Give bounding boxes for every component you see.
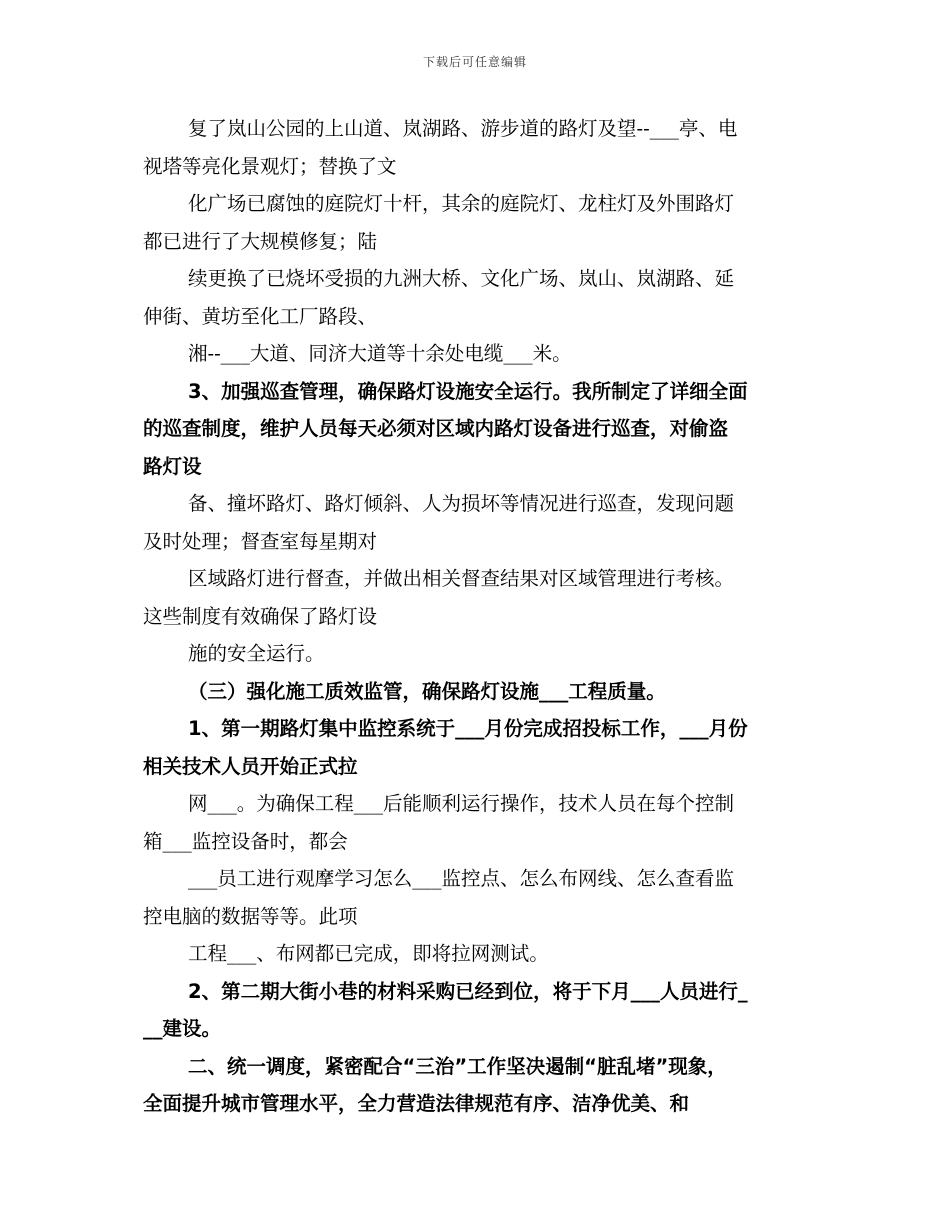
paragraph-line: 施的安全运行。 bbox=[188, 642, 325, 665]
paragraph-line: 全面提升城市管理水平，全力营造法律规范有序、洁净优美、和 bbox=[143, 1092, 690, 1115]
bold-paragraph bbox=[143, 673, 813, 711]
paragraph bbox=[143, 935, 813, 973]
bold-paragraph bbox=[143, 973, 813, 1048]
paragraph bbox=[143, 185, 813, 260]
paragraph bbox=[143, 560, 813, 635]
paragraph-line: 续更换了已烧坏受损的九洲大桥、文化广场、岚山、岚湖路、延 bbox=[188, 267, 735, 290]
paragraph bbox=[143, 260, 813, 335]
paragraph-line: 这些制度有效确保了路灯设 bbox=[143, 604, 378, 628]
paragraph-line: 1、第一期路灯集中监控系统于___月份完成招投标工作，___月份 bbox=[188, 717, 748, 740]
paragraph bbox=[143, 860, 813, 935]
paragraph-line: 网___。为确保工程___后能顺利运行操作，技术人员在每个控制 bbox=[188, 792, 735, 815]
paragraph-line: 相关技术人员开始正式拉 bbox=[143, 754, 358, 778]
paragraph-line: 都已进行了大规模修复；陆 bbox=[143, 229, 378, 253]
paragraph-line: 的巡查制度，维护人员每天必须对区域内路灯设备进行巡查，对偷盗 bbox=[143, 417, 729, 440]
paragraph-line: 路灯设 bbox=[143, 454, 202, 478]
paragraph-line: 二、统一调度，紧密配合“三治”工作坚决遏制“脏乱堵”现象， bbox=[188, 1054, 727, 1078]
paragraph-line: 视塔等亮化景观灯；替换了文 bbox=[143, 154, 397, 178]
paragraph-line: 伸街、黄坊至化工厂路段、 bbox=[143, 304, 378, 328]
paragraph-line: 3、加强巡查管理，确保路灯设施安全运行。我所制定了详细全面 bbox=[188, 379, 748, 403]
paragraph bbox=[143, 635, 813, 673]
paragraph-line: 化广场已腐蚀的庭院灯十杆，其余的庭院灯、龙柱灯及外围路灯 bbox=[188, 192, 735, 215]
paragraph bbox=[143, 785, 813, 860]
bold-paragraph bbox=[143, 1048, 813, 1123]
bold-paragraph bbox=[143, 710, 813, 785]
paragraph-line: 湘--___大道、同济大道等十余处电缆___米。 bbox=[188, 342, 572, 365]
paragraph-line: 2、第二期大街小巷的材料采购已经到位，将于下月___人员进行_ bbox=[188, 979, 748, 1003]
paragraph bbox=[143, 485, 813, 560]
paragraph-line: 备、撞坏路灯、路灯倾斜、人为损坏等情况进行巡查，发现问题 bbox=[188, 492, 735, 515]
paragraph-line: 复了岚山公园的上山道、岚湖路、游步道的路灯及望--___亭、电 bbox=[188, 117, 738, 140]
paragraph-line: __建设。 bbox=[143, 1017, 222, 1040]
document-body bbox=[143, 110, 813, 1123]
paragraph-line: 控电脑的数据等等。此项 bbox=[143, 904, 358, 928]
paragraph-line: 区域路灯进行督查，并做出相关督查结果对区域管理进行考核。 bbox=[188, 567, 735, 590]
paragraph-line: 工程___、布网都已完成，即将拉网测试。 bbox=[188, 942, 549, 965]
paragraph-line: （三）强化施工质效监管，确保路灯设施___工程质量。 bbox=[188, 679, 666, 703]
paragraph-line: 箱___监控设备时，都会 bbox=[143, 829, 348, 853]
page-header: 下载后可任意编辑 bbox=[422, 55, 527, 69]
bold-paragraph bbox=[143, 373, 813, 486]
paragraph-line: 及时处理；督查室每星期对 bbox=[143, 529, 378, 553]
paragraph bbox=[143, 335, 813, 373]
paragraph-line: ___员工进行观摩学习怎么___监控点、怎么布网线、怎么查看监 bbox=[188, 867, 735, 890]
paragraph bbox=[143, 110, 813, 185]
